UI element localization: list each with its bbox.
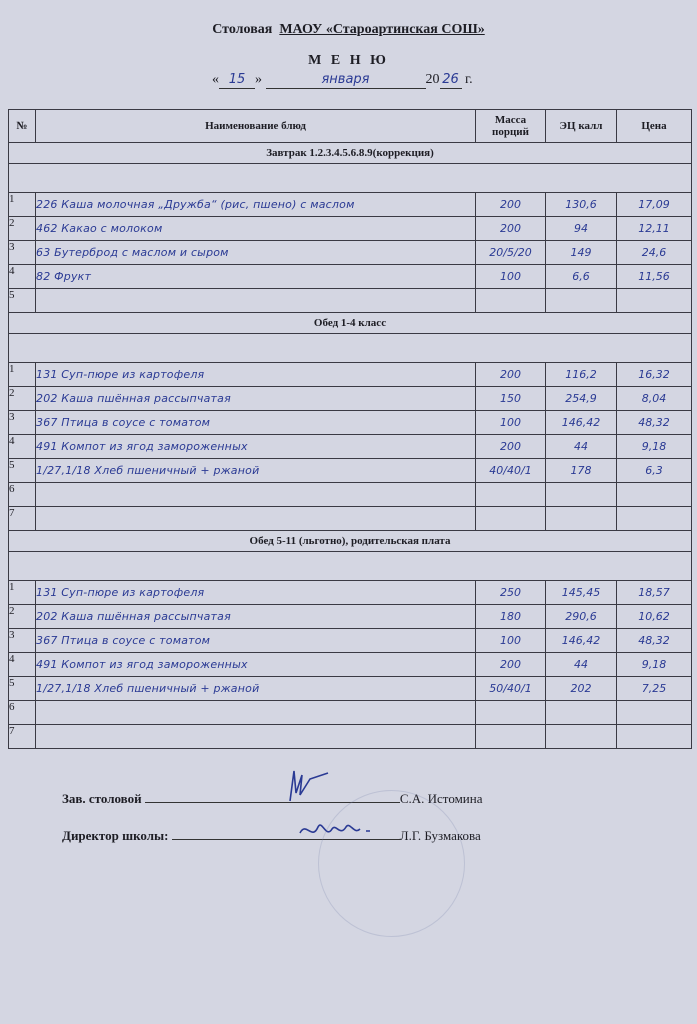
portion-mass: 20/5/20 — [476, 241, 546, 265]
energy-value — [546, 725, 617, 749]
price — [617, 701, 692, 725]
table-row — [9, 653, 692, 677]
portion-mass: 100 — [476, 629, 546, 653]
portion-mass — [476, 725, 546, 749]
energy-value: 130,6 — [546, 193, 617, 217]
dish-name: 226 Каша молочная „Дружба“ (рис, пшено) с маслом — [36, 193, 476, 217]
price: 8,04 — [617, 387, 692, 411]
energy-value — [546, 289, 617, 313]
price: 48,32 — [617, 629, 692, 653]
spacer-cell — [9, 552, 692, 581]
energy-value: 254,9 — [546, 387, 617, 411]
dish-name: 462 Какао с молоком — [36, 217, 476, 241]
date-open-quote: « — [212, 72, 219, 87]
row-number: 5 — [9, 677, 36, 701]
dish-name: 131 Суп-пюре из картофеля — [36, 581, 476, 605]
portion-mass: 100 — [476, 265, 546, 289]
col-kcal-header: ЭЦ калл — [546, 110, 617, 143]
row-number: 4 — [9, 653, 36, 677]
table-row — [9, 677, 692, 701]
dish-name: 202 Каша пшённая рассыпчатая — [36, 605, 476, 629]
col-price-header: Цена — [617, 110, 692, 143]
col-mass-line2: порций — [492, 126, 529, 138]
section-title: Обед 1-4 класс — [9, 313, 692, 334]
price: 48,32 — [617, 411, 692, 435]
table-row — [9, 581, 692, 605]
row-number: 5 — [9, 459, 36, 483]
row-number: 4 — [9, 435, 36, 459]
energy-value: 44 — [546, 653, 617, 677]
dish-name — [36, 289, 476, 313]
org-title — [0, 22, 697, 38]
price: 16,32 — [617, 363, 692, 387]
section-spacer-row — [9, 334, 692, 363]
row-number: 7 — [9, 725, 36, 749]
dish-name: 202 Каша пшённая рассыпчатая — [36, 387, 476, 411]
table-row — [9, 507, 692, 531]
row-number: 2 — [9, 217, 36, 241]
table-row — [9, 289, 692, 313]
portion-mass: 200 — [476, 217, 546, 241]
dish-name: 367 Птица в соусе с томатом — [36, 411, 476, 435]
price: 24,6 — [617, 241, 692, 265]
table-header-row — [9, 110, 692, 143]
portion-mass: 40/40/1 — [476, 459, 546, 483]
spacer-cell — [9, 334, 692, 363]
org-name: МАОУ «Староартинская СОШ» — [279, 22, 485, 37]
stamp-icon — [318, 790, 465, 937]
price: 9,18 — [617, 435, 692, 459]
col-mass-line1: Масса — [494, 114, 527, 126]
table-row — [9, 483, 692, 507]
dish-name: 491 Компот из ягод замороженных — [36, 435, 476, 459]
energy-value — [546, 483, 617, 507]
org-prefix: Столовая — [212, 22, 273, 37]
section-header-row — [9, 531, 692, 552]
table-row — [9, 725, 692, 749]
spacer-cell — [9, 164, 692, 193]
energy-value: 6,6 — [546, 265, 617, 289]
price: 9,18 — [617, 653, 692, 677]
price — [617, 289, 692, 313]
date-year-end: г. — [465, 72, 473, 87]
section-spacer-row — [9, 164, 692, 193]
portion-mass: 200 — [476, 435, 546, 459]
row-number: 3 — [9, 629, 36, 653]
dish-name: 131 Суп-пюре из картофеля — [36, 363, 476, 387]
price: 6,3 — [617, 459, 692, 483]
dish-name: 82 Фрукт — [36, 265, 476, 289]
price: 12,11 — [617, 217, 692, 241]
row-number: 1 — [9, 581, 36, 605]
manager-label: Зав. столовой — [62, 791, 142, 806]
row-number: 7 — [9, 507, 36, 531]
portion-mass — [476, 289, 546, 313]
date-year-suffix: 26 — [442, 72, 459, 87]
portion-mass: 200 — [476, 653, 546, 677]
dish-name: 491 Компот из ягод замороженных — [36, 653, 476, 677]
col-mass-header — [476, 110, 546, 143]
col-name-header: Наименование блюд — [36, 110, 476, 143]
table-row — [9, 363, 692, 387]
table-row — [9, 629, 692, 653]
energy-value: 94 — [546, 217, 617, 241]
energy-value: 146,42 — [546, 411, 617, 435]
energy-value: 202 — [546, 677, 617, 701]
portion-mass — [476, 507, 546, 531]
menu-table — [8, 109, 692, 749]
energy-value: 116,2 — [546, 363, 617, 387]
manager-signature — [276, 765, 336, 805]
table-row — [9, 435, 692, 459]
menu-title: М Е Н Ю — [308, 53, 389, 68]
row-number: 6 — [9, 701, 36, 725]
energy-value: 178 — [546, 459, 617, 483]
energy-value — [546, 701, 617, 725]
energy-value: 290,6 — [546, 605, 617, 629]
section-title: Обед 5-11 (льготно), родительская плата — [9, 531, 692, 552]
table-row — [9, 605, 692, 629]
table-row — [9, 459, 692, 483]
portion-mass — [476, 701, 546, 725]
row-number: 5 — [9, 289, 36, 313]
row-number: 2 — [9, 605, 36, 629]
menu-body — [9, 143, 692, 749]
row-number: 4 — [9, 265, 36, 289]
row-number: 3 — [9, 411, 36, 435]
date-close-quote: » — [255, 72, 262, 87]
table-row — [9, 193, 692, 217]
price: 10,62 — [617, 605, 692, 629]
portion-mass: 200 — [476, 363, 546, 387]
table-row — [9, 241, 692, 265]
energy-value — [546, 507, 617, 531]
row-number: 1 — [9, 363, 36, 387]
table-row — [9, 265, 692, 289]
director-label: Директор школы: — [62, 828, 169, 843]
table-row — [9, 701, 692, 725]
dish-name: 63 Бутерброд с маслом и сыром — [36, 241, 476, 265]
director-name: Л.Г. Бузмакова — [399, 828, 481, 843]
dish-name — [36, 701, 476, 725]
price — [617, 725, 692, 749]
portion-mass: 250 — [476, 581, 546, 605]
dish-name — [36, 483, 476, 507]
energy-value: 44 — [546, 435, 617, 459]
row-number: 3 — [9, 241, 36, 265]
energy-value: 149 — [546, 241, 617, 265]
energy-value: 146,42 — [546, 629, 617, 653]
portion-mass: 180 — [476, 605, 546, 629]
dish-name: 367 Птица в соусе с томатом — [36, 629, 476, 653]
portion-mass: 100 — [476, 411, 546, 435]
section-spacer-row — [9, 552, 692, 581]
col-num-header: № — [9, 110, 36, 143]
section-header-row — [9, 313, 692, 334]
portion-mass: 200 — [476, 193, 546, 217]
menu-date — [212, 72, 473, 89]
price: 18,57 — [617, 581, 692, 605]
dish-name — [36, 507, 476, 531]
price: 7,25 — [617, 677, 692, 701]
portion-mass: 150 — [476, 387, 546, 411]
price — [617, 483, 692, 507]
section-title: Завтрак 1.2.3.4.5.6.8.9(коррекция) — [9, 143, 692, 164]
price — [617, 507, 692, 531]
dish-name — [36, 725, 476, 749]
table-row — [9, 387, 692, 411]
section-header-row — [9, 143, 692, 164]
portion-mass — [476, 483, 546, 507]
dish-name: 1/27,1/18 Хлеб пшеничный + ржаной — [36, 677, 476, 701]
date-month: января — [321, 72, 370, 87]
price: 11,56 — [617, 265, 692, 289]
row-number: 6 — [9, 483, 36, 507]
dish-name: 1/27,1/18 Хлеб пшеничный + ржаной — [36, 459, 476, 483]
table-row — [9, 217, 692, 241]
row-number: 2 — [9, 387, 36, 411]
portion-mass: 50/40/1 — [476, 677, 546, 701]
table-row — [9, 411, 692, 435]
date-day: 15 — [228, 72, 246, 87]
manager-name: С.А. Истомина — [399, 791, 483, 806]
energy-value: 145,45 — [546, 581, 617, 605]
row-number: 1 — [9, 193, 36, 217]
date-year-prefix: 20 — [425, 72, 440, 87]
price: 17,09 — [617, 193, 692, 217]
